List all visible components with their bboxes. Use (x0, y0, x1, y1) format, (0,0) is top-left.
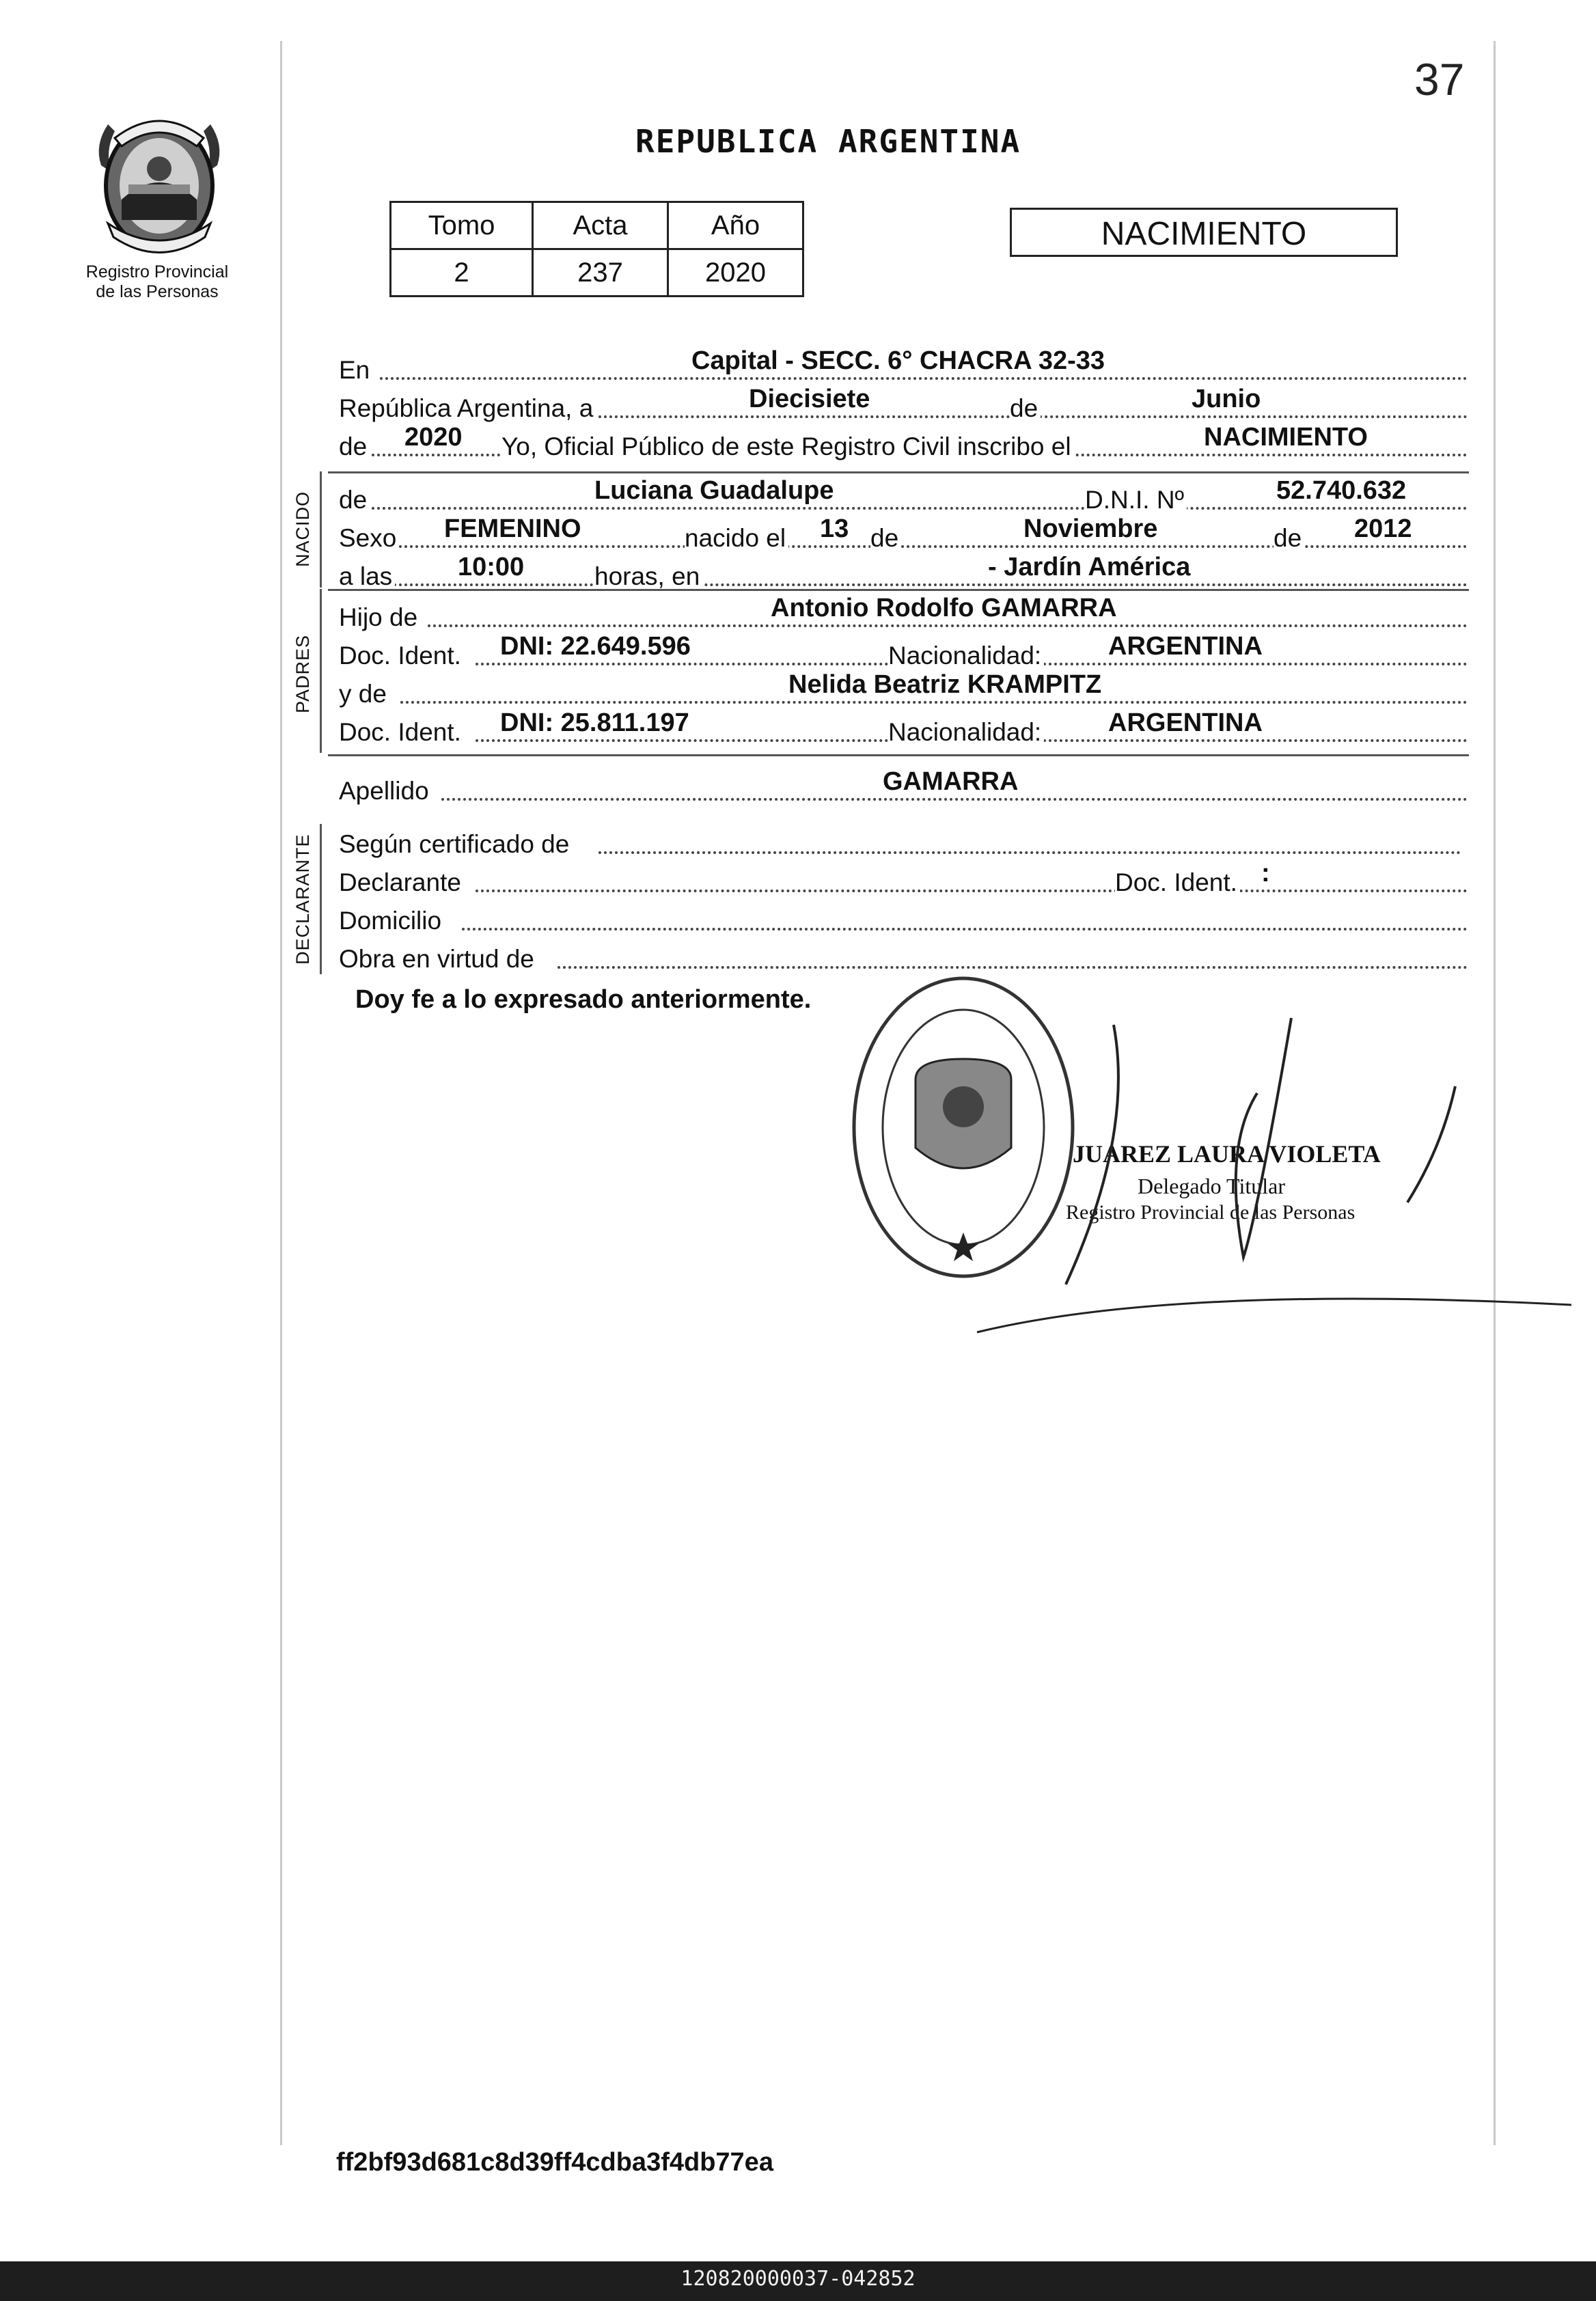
handwritten-signature (970, 1011, 1585, 1339)
footer-code: 120820000037-042852 (680, 2267, 916, 2291)
province-logo (87, 104, 231, 261)
label-y-de: y de (339, 680, 389, 708)
document-kind-box: NACIMIENTO (1010, 208, 1398, 257)
header-acta: Acta (533, 202, 668, 249)
row-apellido (339, 769, 1468, 805)
row-sexo (339, 516, 1468, 552)
value-sexo: FEMENINO (444, 514, 581, 543)
label-obra-en-virtud: Obra en virtud de (339, 946, 537, 973)
divider-nacido-top (328, 471, 1469, 473)
row-madre (339, 672, 1468, 708)
label-oficial: Yo, Oficial Público de este Registro Civil inscribo el (501, 433, 1074, 460)
value-anio-nac: 2012 (1354, 514, 1412, 543)
label-dni: D.N.I. Nº (1085, 486, 1187, 514)
divider-apellido-top (328, 754, 1469, 756)
value-dia-nac: 13 (820, 514, 849, 543)
row-fecha (339, 387, 1468, 422)
row-lugar (339, 348, 1468, 384)
value-acto: NACIMIENTO (1204, 423, 1368, 452)
side-label-declarante: DECLARANTE (292, 833, 313, 965)
value-padre-doc: DNI: 22.649.596 (500, 632, 691, 661)
row-madre-doc (339, 708, 1468, 746)
row-domicilio (339, 899, 1468, 935)
row-inscribo (339, 425, 1468, 460)
value-declarante-doc: : (1261, 859, 1270, 887)
row-padre (339, 596, 1468, 631)
label-de-nombre: de (339, 486, 370, 514)
label-doc-ident-madre: Doc. Ident. (339, 719, 464, 746)
value-anio: 2020 (404, 423, 463, 452)
label-hijo-de: Hijo de (339, 604, 420, 631)
label-doc-ident-padre: Doc. Ident. (339, 642, 464, 670)
registry-table (389, 201, 804, 297)
label-sexo: Sexo (339, 525, 399, 552)
value-tomo: 2 (391, 249, 533, 297)
side-label-padres: PADRES (292, 634, 313, 713)
label-a-las: a las (339, 563, 395, 590)
row-segun-certificado (339, 823, 1468, 858)
value-mes-nac: Noviembre (1023, 514, 1158, 543)
document-hash: ff2bf93d681c8d39ff4cdba3f4db77ea (336, 2148, 773, 2177)
value-apellido: GAMARRA (883, 767, 1019, 796)
label-declarante: Declarante (339, 869, 464, 896)
label-de-anio: de (339, 433, 370, 460)
label-horas-en: horas, en (594, 563, 702, 590)
label-segun-certificado: Según certificado de (339, 831, 572, 858)
logo-caption (68, 262, 246, 302)
value-madre: Nelida Beatriz KRAMPITZ (788, 670, 1102, 699)
padres-sideline (320, 589, 322, 753)
value-madre-nac: ARGENTINA (1108, 708, 1263, 737)
closing-statement: Doy fe a lo expresado anteriormente. (355, 985, 812, 1014)
logo-caption-line2: de las Personas (96, 282, 219, 301)
label-republica: República Argentina, a (339, 395, 596, 422)
row-declarante (339, 861, 1468, 896)
declarante-sideline (320, 824, 322, 974)
divider-padres-top (328, 589, 1469, 591)
left-margin-line (280, 41, 282, 2145)
header-anio: Año (668, 202, 803, 249)
value-mes: Junio (1192, 385, 1261, 413)
row-nombre (339, 478, 1468, 514)
page-number: 37 (1414, 54, 1465, 105)
value-madre-doc: DNI: 25.811.197 (500, 708, 689, 737)
value-dia: Diecisiete (749, 385, 870, 413)
value-anio: 2020 (668, 249, 803, 297)
value-hora: 10:00 (458, 553, 525, 581)
signature-role: Delegado Titular (1138, 1174, 1285, 1198)
label-nacionalidad-madre: Nacionalidad: (888, 719, 1044, 746)
side-label-nacido: NACIDO (292, 491, 313, 567)
nacido-sideline (320, 471, 322, 588)
value-nombre: Luciana Guadalupe (594, 476, 834, 505)
label-de-mes: de (1010, 395, 1041, 422)
label-domicilio: Domicilio (339, 907, 444, 935)
page-title: REPUBLICA ARGENTINA (635, 123, 1021, 160)
label-en: En (339, 357, 372, 384)
value-lugar-nac: - Jardín América (988, 553, 1191, 581)
row-padre-doc (339, 634, 1468, 670)
label-de-dia: de (870, 525, 901, 552)
row-hora (339, 555, 1468, 590)
value-lugar: Capital - SECC. 6° CHACRA 32-33 (691, 346, 1105, 375)
value-padre: Antonio Rodolfo GAMARRA (771, 594, 1117, 622)
label-apellido: Apellido (339, 777, 432, 805)
label-de-anio-nac: de (1274, 525, 1304, 552)
signature-name: JUAREZ LAURA VIOLETA (1073, 1140, 1381, 1168)
value-acta: 237 (533, 249, 668, 297)
header-tomo: Tomo (391, 202, 533, 249)
label-nacido-el: nacido el (685, 525, 788, 552)
value-dni: 52.740.632 (1276, 476, 1407, 505)
logo-caption-line1: Registro Provincial (85, 262, 229, 281)
label-doc-ident-declarante: Doc. Ident. (1115, 869, 1240, 896)
signature-org: Registro Provincial de las Personas (1066, 1201, 1356, 1224)
value-padre-nac: ARGENTINA (1108, 632, 1263, 661)
label-nacionalidad-padre: Nacionalidad: (888, 642, 1044, 670)
row-obra-en-virtud (339, 937, 1468, 973)
